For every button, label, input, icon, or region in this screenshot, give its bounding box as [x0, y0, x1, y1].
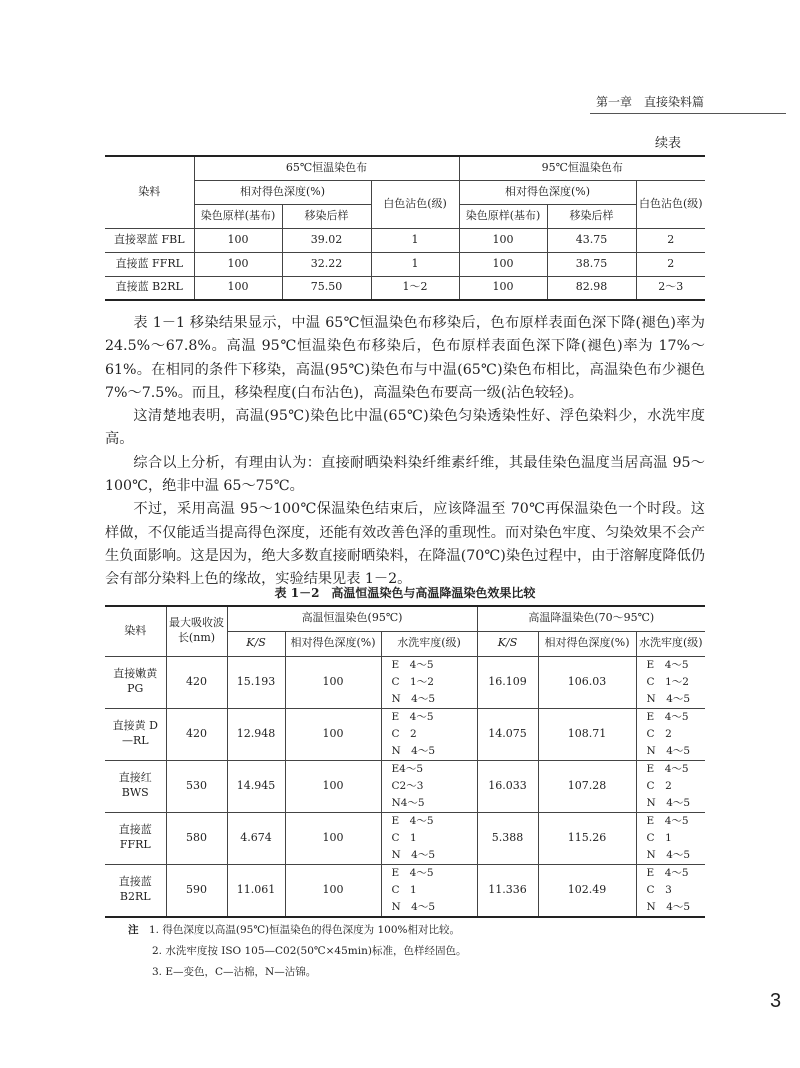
table-row — [105, 656, 705, 708]
dye-name-cell: 直接嫩黄 PG — [105, 656, 166, 708]
wash-fastness-cell — [636, 760, 705, 812]
wash-fastness-cell — [381, 708, 477, 760]
dye-name-cell: 直接蓝 B2RL — [105, 864, 166, 917]
cell: 100 — [194, 228, 282, 252]
depth-cell: 100 — [285, 760, 381, 812]
wash-fastness-cell — [636, 708, 705, 760]
cell: 1 — [371, 228, 459, 252]
header-rel-depth: 相对得色深度(%) — [285, 631, 381, 656]
header-rel-depth-65: 相对得色深度(%) — [194, 180, 371, 204]
cell: 75.50 — [282, 276, 371, 300]
table-2-caption: 表 1－2 高温恒温染色与高温降温染色效果比较 — [274, 586, 536, 600]
dye-name-cell: 直接蓝 FFRL — [105, 812, 166, 864]
depth-cell: 100 — [285, 656, 381, 708]
wash-fastness-line: C 1 — [646, 831, 672, 844]
ks-cell: 11.336 — [477, 864, 538, 917]
cell: 2 — [636, 228, 705, 252]
wash-fastness-line: N 4～5 — [391, 900, 436, 913]
dye-name-cell: 直接黄 D—RL — [105, 708, 166, 760]
wash-fastness-line: E 4～5 — [646, 710, 689, 723]
header-orig-95: 染色原样(基布) — [459, 204, 547, 228]
wavelength-cell: 420 — [166, 708, 227, 760]
header-after-65: 移染后样 — [282, 204, 371, 228]
note-1 — [128, 920, 466, 941]
wash-fastness-line: E 4～5 — [391, 658, 434, 671]
wash-fastness-line: C 1～2 — [391, 675, 434, 688]
ks-cell: 5.388 — [477, 812, 538, 864]
wash-fastness-line: E 4～5 — [391, 866, 434, 879]
cell: 100 — [459, 252, 547, 276]
ks-cell: 11.061 — [227, 864, 285, 917]
wash-fastness-line: E4～5 — [391, 762, 424, 775]
cell: 1～2 — [371, 276, 459, 300]
wash-fastness-line: N 4～5 — [646, 692, 691, 705]
depth-cell: 107.28 — [538, 760, 636, 812]
cell: 直接蓝 B2RL — [105, 276, 194, 300]
header-ks: K/S — [477, 631, 538, 656]
table-1-continued — [105, 155, 705, 301]
ks-cell: 16.109 — [477, 656, 538, 708]
wash-fastness-line: E 4～5 — [391, 814, 434, 827]
ks-cell: 16.033 — [477, 760, 538, 812]
note-3: 3. E—变色，C—沾棉，N—沾锦。 — [152, 966, 317, 978]
wash-fastness-line: C 1 — [391, 831, 417, 844]
header-cooling: 高温降温染色(70～95℃) — [477, 606, 705, 631]
table-row — [105, 812, 705, 864]
cell: 2～3 — [636, 276, 705, 300]
wash-fastness-cell — [381, 656, 477, 708]
page-number: 3 — [770, 990, 782, 1012]
note-text: 1. 得色深度以高温(95℃)恒温染色的得色深度为 100%相对比较。 — [149, 924, 461, 936]
wash-fastness-line: N 4～5 — [646, 744, 691, 757]
wavelength-cell: 530 — [166, 760, 227, 812]
wash-fastness-cell — [381, 760, 477, 812]
cell: 直接翠蓝 FBL — [105, 228, 194, 252]
table-2 — [105, 605, 705, 918]
depth-cell: 102.49 — [538, 864, 636, 917]
wash-fastness-line: N4～5 — [391, 796, 425, 809]
ks-cell: 12.948 — [227, 708, 285, 760]
wavelength-cell: 580 — [166, 812, 227, 864]
wash-fastness-cell — [636, 864, 705, 917]
depth-cell: 106.03 — [538, 656, 636, 708]
wash-fastness-line: E 4～5 — [646, 814, 689, 827]
ks-cell: 14.945 — [227, 760, 285, 812]
table-row — [105, 228, 705, 252]
paragraph: 表 1－1 移染结果显示，中温 65℃恒温染色布移染后，色布原样表面色深下降(褪色)率为 24.5%～67.8%。高温 95℃恒温染色布移染后，色布原样表面色深下降(褪色)率为 17%～61%。在相同的条件下移染，高温(95℃)染色布与中温(65℃)染色布相比，高温染色布少褪色 7%～7.5%。而且，移染程度(白布沾色)，高温染色布要高一级(沾色较轻)。 — [105, 315, 705, 401]
wash-fastness-cell — [381, 812, 477, 864]
cell: 100 — [459, 228, 547, 252]
header-wash: 水洗牢度(级) — [381, 631, 477, 656]
wash-fastness-line: N 4～5 — [391, 692, 436, 705]
cell: 2 — [636, 252, 705, 276]
wash-fastness-line: N 4～5 — [646, 848, 691, 861]
cell: 100 — [194, 252, 282, 276]
header-white-stain-65: 白色沾色(级) — [371, 180, 459, 228]
wavelength-cell: 590 — [166, 864, 227, 917]
wash-fastness-line: C 2 — [391, 727, 417, 740]
depth-cell: 108.71 — [538, 708, 636, 760]
cell: 100 — [194, 276, 282, 300]
table-row — [105, 760, 705, 812]
wash-fastness-line: C 1～2 — [646, 675, 689, 688]
table-row — [105, 708, 705, 760]
ks-cell: 14.075 — [477, 708, 538, 760]
header-rel-depth-95: 相对得色深度(%) — [459, 180, 636, 204]
header-ks: K/S — [227, 631, 285, 656]
wash-fastness-cell — [636, 812, 705, 864]
wash-fastness-line: N 4～5 — [646, 900, 691, 913]
wash-fastness-line: N 4～5 — [391, 744, 436, 757]
wash-fastness-line: N 4～5 — [646, 796, 691, 809]
ks-cell: 4.674 — [227, 812, 285, 864]
cell: 43.75 — [547, 228, 636, 252]
dye-name-cell: 直接红 BWS — [105, 760, 166, 812]
wash-fastness-line: C 2 — [646, 727, 672, 740]
header-dye: 染料 — [105, 156, 194, 228]
header-65c: 65℃恒温染色布 — [194, 156, 459, 180]
wash-fastness-line: C 3 — [646, 883, 672, 896]
cell: 38.75 — [547, 252, 636, 276]
table-row — [105, 864, 705, 917]
cell: 32.22 — [282, 252, 371, 276]
continued-table-label: 续表 — [655, 136, 682, 151]
cell: 直接蓝 FFRL — [105, 252, 194, 276]
header-orig-65: 染色原样(基布) — [194, 204, 282, 228]
cell: 39.02 — [282, 228, 371, 252]
wash-fastness-cell — [636, 656, 705, 708]
running-head: 第一章 直接染料篇 — [590, 93, 786, 114]
header-white-stain-95: 白色沾色(级) — [636, 180, 705, 228]
depth-cell: 100 — [285, 812, 381, 864]
table-notes — [128, 920, 466, 983]
table-row — [105, 252, 705, 276]
cell: 1 — [371, 252, 459, 276]
header-dye: 染料 — [105, 606, 166, 656]
paragraph: 不过，采用高温 95～100℃保温染色结束后，应该降温至 70℃再保温染色一个时段。这样做，不仅能适当提高得色深度，还能有效改善色泽的重现性。而对染色牢度、匀染效果不会产生负面影响。这是因为，绝大多数直接耐晒染料，在降温(70℃)染色过程中，由于溶解度降低仍会有部分染料上色的缘故，实验结果见表 1－2。 — [105, 501, 705, 588]
wash-fastness-line: E 4～5 — [646, 658, 689, 671]
body-text — [105, 312, 705, 592]
depth-cell: 115.26 — [538, 812, 636, 864]
header-after-95: 移染后样 — [547, 204, 636, 228]
depth-cell: 100 — [285, 864, 381, 917]
paragraph: 这清楚地表明，高温(95℃)染色比中温(65℃)染色匀染透染性好、浮色染料少，水洗牢度高。 — [105, 408, 705, 448]
wash-fastness-line: E 4～5 — [391, 710, 434, 723]
wash-fastness-line: C2～3 — [391, 779, 424, 792]
cell: 100 — [459, 276, 547, 300]
notes-label: 注 — [128, 924, 139, 936]
wavelength-cell: 420 — [166, 656, 227, 708]
header-95c: 95℃恒温染色布 — [459, 156, 705, 180]
wash-fastness-line: E 4～5 — [646, 866, 689, 879]
wash-fastness-cell — [381, 864, 477, 917]
note-2: 2. 水洗牢度按 ISO 105—C02(50℃×45min)标准，色样经固色。 — [152, 945, 467, 957]
table-row — [105, 276, 705, 300]
header-wash: 水洗牢度(级) — [636, 631, 705, 656]
header-wavelength: 最大吸收波长(nm) — [166, 606, 227, 656]
wash-fastness-line: C 1 — [391, 883, 417, 896]
wash-fastness-line: C 2 — [646, 779, 672, 792]
wash-fastness-line: E 4～5 — [646, 762, 689, 775]
cell: 82.98 — [547, 276, 636, 300]
paragraph: 综合以上分析，有理由认为：直接耐晒染料染纤维素纤维，其最佳染色温度当居高温 95～100℃，绝非中温 65～75℃。 — [105, 454, 705, 495]
ks-cell: 15.193 — [227, 656, 285, 708]
header-rel-depth: 相对得色深度(%) — [538, 631, 636, 656]
wash-fastness-line: N 4～5 — [391, 848, 436, 861]
depth-cell: 100 — [285, 708, 381, 760]
header-constant-temp: 高温恒温染色(95℃) — [227, 606, 477, 631]
